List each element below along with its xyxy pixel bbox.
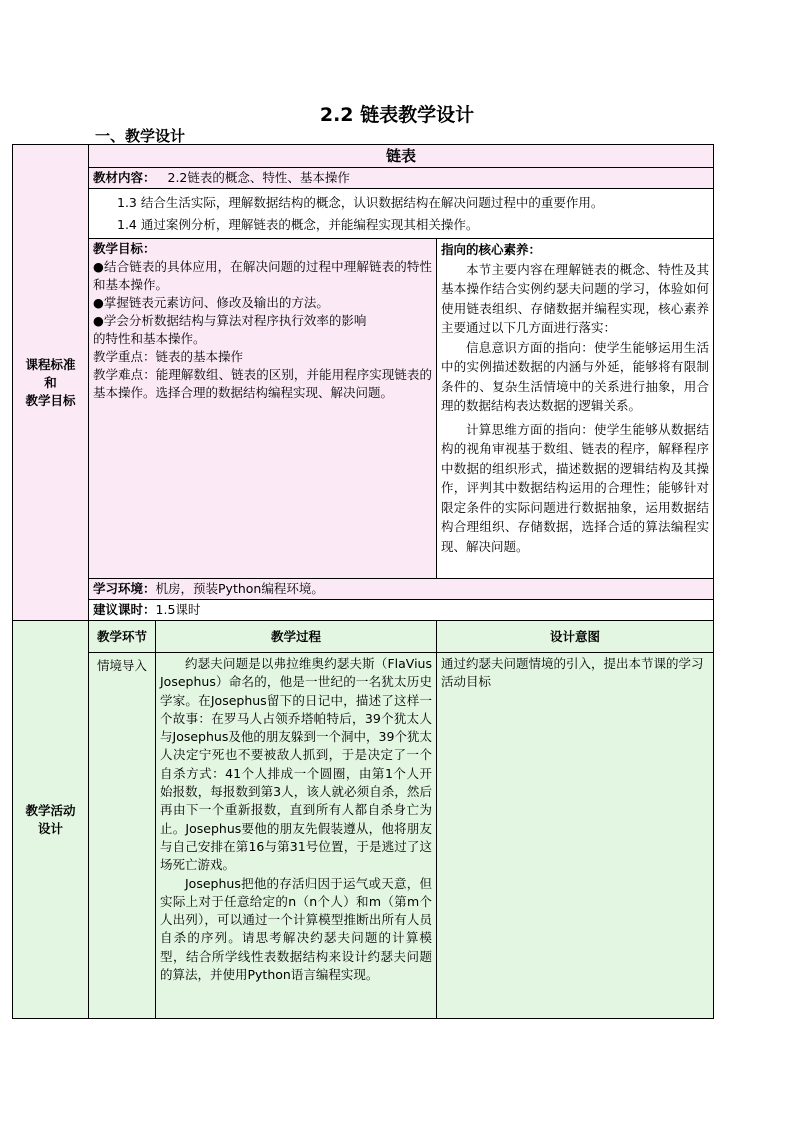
goal-item: ●掌握链表元素访问、修改及输出的方法。	[93, 295, 329, 310]
header-process: 教学过程	[156, 621, 437, 653]
document-title: 2.2 链表教学设计	[319, 104, 475, 126]
intent-cell: 通过约瑟夫问题情境的引入，提出本节课的学习活动目标	[437, 653, 714, 1019]
process-paragraph: Josephus把他的存活归因于运气或天意，但实际上对于任意给定的n（n个人）和m（第m个人出列），可以通过一个计算模型推断出所有人员自杀的序列。请思考解决约瑟夫问题的计算模型，结合所学线性表数据结构来设计约瑟夫问题的算法，并使用Python语言编程实现。	[160, 875, 432, 983]
standard-item: 1.4 通过案例分析，理解链表的概念，并能编程实现其相关操作。	[117, 217, 479, 232]
process-cell	[156, 653, 437, 1019]
standards-cell	[89, 189, 714, 239]
header-stage: 教学环节	[89, 621, 156, 653]
literacy-title: 指向的核心素养：	[441, 242, 542, 257]
material-label: 教材内容：	[93, 170, 156, 185]
key-point: 教学重点：链表的基本操作	[93, 349, 244, 364]
literacy-paragraph: 计算思维方面的指向：使学生能够从数据结构的视角审视基于数组、链表的程序，解释程序中数据的组织形式，描述数据的逻辑结构及其操作，评判其中数据结构运用的合理性；能够针对限定条件的实际问题进行数据抽象，运用数据结构合理组织、存储数据，选择合适的算法编程实现、解决问题。	[441, 421, 709, 554]
hours-row	[89, 600, 714, 621]
header-intent: 设计意图	[437, 621, 714, 653]
goals-cell	[89, 239, 437, 579]
process-paragraph: 约瑟夫问题是以弗拉维奥约瑟夫斯（FlaVius Josephus）命名的，他是一世纪的一名犹太历史学家。在Josephus留下的日记中，描述了这样一个故事：在罗马人占领乔塔帕特后，39个犹太人与Josephus及他的朋友躲到一个洞中，39个犹太人决定宁死也不要被敌人抓到，于是决定了一个自杀方式：41个人排成一个圆圈，由第1个人开始报数，每报数到第3人，该人就必须自杀，然后再由下一个重新报数，直到所有人都自杀身亡为止。Josephus要他的朋友先假装遵从，他将朋友与自己安排在第16与第31号位置，于是逃过了这场死亡游戏。	[160, 656, 432, 873]
topic-title: 链表	[89, 145, 714, 168]
environment-value: 机房，预装Python编程环境。	[155, 581, 324, 596]
literacy-cell	[437, 239, 714, 579]
hours-label: 建议课时：	[93, 602, 156, 617]
section-heading: 一、教学设计	[95, 127, 186, 145]
difficult-point: 教学难点：能理解数组、链表的区别，并能用程序实现链表的基本操作。选择合理的数据结构编程实现、解决问题。	[93, 367, 432, 400]
label-line-1: 课程标准	[25, 356, 76, 372]
label-line-3: 教学目标	[25, 392, 76, 408]
literacy-paragraph: 信息意识方面的指向：使学生能够运用生活中的实例描述数据的内涵与外延，能够将有限制条件的、复杂生活情境中的关系进行抽象，用合理的数据结构表达数据的逻辑关系。	[441, 339, 709, 413]
goal-item: ●学会分析数据结构与算法对程序执行效率的影响	[93, 313, 367, 328]
goals-title: 教学目标：	[93, 241, 156, 256]
standard-item: 1.3 结合生活实际，理解数据结构的概念，认识数据结构在解决问题过程中的重要作用。	[117, 195, 604, 210]
label-line-1: 教学活动	[25, 802, 76, 818]
material-value: 2.2链表的概念、特性、基本操作	[167, 170, 350, 185]
goal-item: ●结合链表的具体应用，在解决问题的过程中理解链表的特性和基本操作。	[93, 259, 432, 292]
material-row	[89, 168, 714, 189]
environment-label: 学习环境：	[93, 581, 156, 596]
label-standards-goals	[13, 145, 89, 621]
stage-cell: 情境导入	[89, 653, 156, 1019]
label-activity-design	[13, 621, 89, 1019]
goal-item: 的特性和基本操作。	[93, 331, 206, 346]
label-line-2: 设计	[37, 820, 63, 836]
hours-value: 1.5课时	[155, 602, 201, 617]
label-line-2: 和	[44, 374, 57, 390]
design-table	[12, 144, 714, 1019]
environment-row	[89, 579, 714, 600]
literacy-paragraph: 本节主要内容在理解链表的概念、特性及其基本操作结合实例约瑟夫问题的学习，体验如何使用链表组织、存储数据并编程实现，核心素养主要通过以下几方面进行落实：	[441, 261, 709, 335]
